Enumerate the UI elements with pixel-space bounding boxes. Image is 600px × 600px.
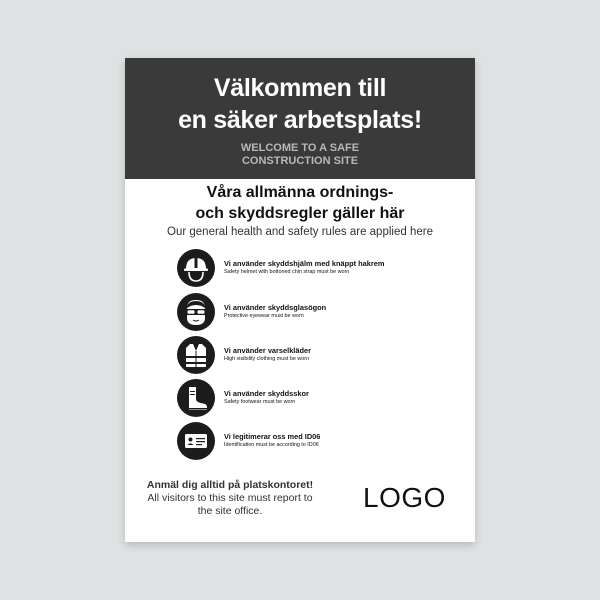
notice-en-line-1: All visitors to this site must report to (147, 492, 313, 504)
logo: LOGO (363, 482, 446, 513)
rule-helmet (177, 249, 457, 287)
id-card-icon (177, 422, 215, 460)
rule-eyewear (177, 293, 457, 331)
rule-footwear-sv: Vi använder skyddsskor (224, 389, 309, 398)
sign-header (125, 58, 475, 179)
rule-helmet-en: Safety helmet with bottoned chin strap must be worn (224, 269, 350, 275)
title-line-2: en säker arbetsplats! (178, 106, 422, 134)
rule-footwear-en: Safety footwear must be worn (224, 399, 296, 405)
rule-id-sv: Vi legitimerar oss med ID06 (224, 432, 321, 441)
rule-vest (177, 336, 457, 374)
rule-id (177, 422, 457, 460)
safety-boot-icon (177, 379, 215, 417)
rule-eyewear-en: Protective eyewear must be worn (224, 313, 304, 319)
rule-id-en: Identification must be according to ID06 (224, 442, 319, 448)
rules-heading (125, 182, 475, 239)
rules-subtitle: Our general health and safety rules are applied here (167, 226, 433, 238)
notice-sv: Anmäl dig alltid på platskontoret! (146, 479, 314, 491)
rules-title (125, 182, 475, 224)
rules-title-line-1: Våra allmänna ordnings- (206, 184, 394, 201)
safety-helmet-icon (177, 249, 215, 287)
rules-title-line-2: och skyddsregler gäller här (195, 205, 405, 222)
notice-en-line-2: the site office. (197, 505, 263, 517)
rule-vest-sv: Vi använder varselkläder (224, 346, 311, 355)
site-office-notice (145, 479, 315, 518)
subtitle-line-2: CONSTRUCTION SITE (241, 155, 359, 167)
high-visibility-vest-icon (177, 336, 215, 374)
rule-vest-en: High visibility clothing must be worn (224, 356, 310, 362)
protective-eyewear-icon (177, 293, 215, 331)
rule-footwear (177, 379, 457, 417)
rule-eyewear-sv: Vi använder skyddsglasögon (224, 303, 327, 312)
rule-helmet-sv: Vi använder skyddshjälm med knäppt hakrem (224, 259, 385, 268)
subtitle-line-1: WELCOME TO A SAFE (240, 142, 360, 154)
sign-subtitle (125, 142, 475, 168)
safety-sign (125, 58, 475, 542)
sign-title (125, 72, 475, 136)
title-line-1: Välkommen till (213, 74, 387, 102)
